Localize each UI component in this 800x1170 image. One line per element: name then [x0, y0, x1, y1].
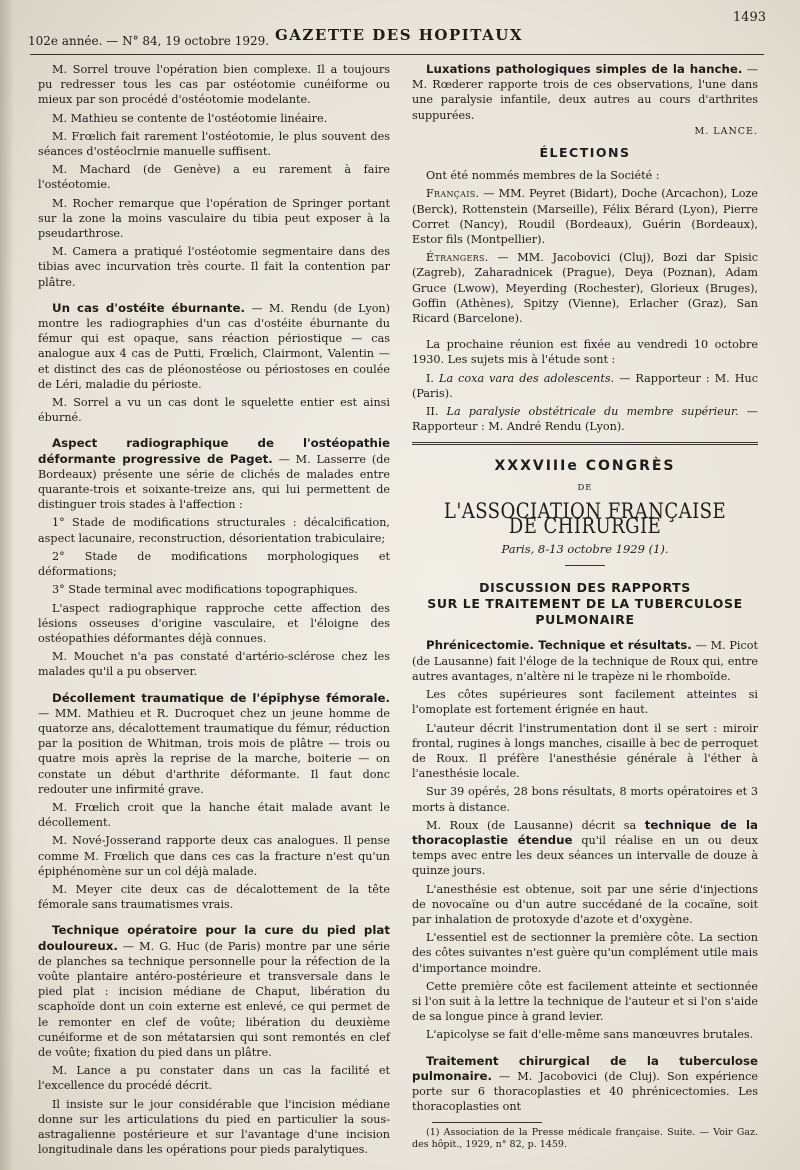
subject-title: La coxa vara des adolescents. [439, 371, 615, 385]
paragraph: Cette première côte est facilement atteinte et sectionnée si l'on suit à la lettre la technique de l'auteur et si l'on s'aide de sa longue pince à grand levier. [412, 979, 758, 1024]
numeral: I. [426, 371, 440, 385]
footnote: (1) Association de la Presse médicale française. Suite. — Voir Gaz. des hôpit., 1929, n° 82, p. 1459. [412, 1127, 758, 1151]
paragraph: L'apicolyse se fait d'elle-même sans manœuvres brutales. [426, 1028, 754, 1042]
section-paget [38, 436, 390, 512]
paragraph: M. Mathieu se contente de l'ostéotomie linéaire. [52, 111, 328, 125]
paragraph: M. Nové-Josserand rapporte deux cas analogues. Il pense comme M. Frœlich que dans ces cas la fracture n'est qu'un épiphénomène sur un col déjà malade. [38, 834, 390, 878]
congres-de: DE [577, 482, 593, 493]
section-heading: Un cas d'ostéite éburnante. [52, 300, 245, 315]
section-heading: Décollement traumatique de l'épiphyse fémorale. [52, 690, 390, 705]
paragraph: M. Rocher remarque que l'opération de Springer portant sur la zone la moins vasculaire du tibia peut exposer à la pseudarthrose. [38, 196, 390, 241]
paragraph: L'essentiel est de sectionner la première côte. La section des côtes suivantes n'est guère qu'un complément utile mais d'importance moindre. [412, 931, 758, 975]
inline-heading: technique de la thoracoplastie étendue [412, 817, 758, 847]
discussion-line: SUR LE TRAITEMENT DE LA TUBERCULOSE [427, 596, 743, 612]
section-traitement [412, 1054, 758, 1115]
left-column [38, 62, 390, 1160]
congres-heading: XXXVIIIe CONGRÈS [494, 458, 676, 475]
label: Français. [426, 187, 480, 201]
subject-2 [412, 404, 758, 434]
section-rule [412, 442, 758, 445]
paragraph: La prochaine réunion est fixée au vendredi 10 octobre 1930. Les sujets mis à l'étude sont : [412, 338, 758, 367]
paragraph: M. Mouchet n'a pas constaté d'artério-sclérose chez les malades qu'il a pu observer. [38, 650, 390, 679]
paragraph: M. Camera a pratiqué l'ostéotomie segmentaire dans des tibias avec incurvation très courte. Il fait la contention par plâtre. [38, 245, 390, 289]
paragraph-roux [412, 818, 758, 879]
journal-title: GAZETTE DES HOPITAUX [274, 26, 523, 44]
section-osteite [38, 301, 390, 392]
section-phrenicectomie [412, 638, 758, 684]
section-decollement [38, 691, 390, 797]
text: — MM. Jacobovici (Cluj), Bozi dar Spisic (Zagreb), Zaharadnicek (Prague), Deya (Poznan), Adam Gruce (Lwow), Meyerding (Rochester), Glorieux (Bruges), Goffin (Athènes), Spitzy (Vienne), Erlacher (Graz), San Ricard (Barcelone). [412, 251, 758, 326]
paragraph: M. Lance a pu constater dans un cas la facilité et l'excellence du procédé décrit. [38, 1064, 390, 1093]
rapporteur: — Rapporteur : M. André Rendu (Lyon). [412, 405, 758, 434]
congres-place-date: Paris, 8-13 octobre 1929 (1). [501, 542, 669, 557]
elections-heading: ÉLECTIONS [539, 145, 631, 161]
section-text: — MM. Mathieu et R. Ducroquet chez un jeune homme de quatorze ans, décalottement traumatique du fémur, réduction par la position de Whitman, trois mois de plâtre — trois ou quatre mois après la reprise de la marche, boiterie — on constate un début d'arthrite déformante. Il faut donc redouter une infirmité grave. [38, 706, 390, 796]
section-heading: Aspect radiographique de l'ostéopathie déformante progressive de Paget. [38, 436, 390, 466]
paragraph: M. Frœlich fait rarement l'ostéotomie, le plus souvent des séances d'ostéoclrnie manuelle suffisent. [38, 129, 390, 159]
paragraph: Sur 39 opérés, 28 bons résultats, 8 morts opératoires et 3 morts à distance. [412, 785, 758, 814]
text: qu'il réalise en un ou deux temps avec entre les deux séances un intervalle de douze à quinze jours. [412, 833, 758, 878]
signature: M. LANCE. [694, 125, 758, 137]
text: — MM. Peyret (Bidart), Doche (Arcachon), Loze (Berck), Rottenstein (Marseille), Félix Bérard (Lyon), Pierre Corret (Nancy), Roudil (Bordeaux), Guérin (Bordeaux), Estor fils (Montpellier). [412, 187, 758, 247]
section-text: — M. Picot (de Lausanne) fait l'éloge de la technique de Roux qui, entre autres avantages, n'altère ni le trapèze ni le rhomboïde. [412, 639, 758, 683]
section-heading: Phrénicectomie. Technique et résultats. [426, 638, 692, 653]
members-francais [412, 186, 758, 247]
paragraph: L'auteur décrit l'instrumentation dont il se sert : miroir frontal, rugines à longs manches, cisaille à bec de perroquet de Roux. Il préfère l'anesthésie générale à l'éther à l'anesthésie locale. [412, 721, 758, 781]
header-rule [30, 54, 764, 55]
text: M. Roux (de Lausanne) décrit sa [426, 818, 645, 832]
paragraph: L'anesthésie est obtenue, soit par une série d'injections de novocaïne ou d'un autre succédané de la cocaïne, soit par inhalation de protoxyde d'azote et d'oxygène. [412, 882, 758, 926]
section-text: — M. Jacobovici (de Cluj). Son expérience porte sur 6 thoracoplasties et 40 phrénicectomies. Les thoracoplasties ont [412, 1069, 758, 1114]
right-column [412, 62, 758, 1154]
discussion-line: PULMONAIRE [535, 612, 635, 628]
section-pied-plat [38, 923, 390, 1060]
paragraph: M. Sorrel trouve l'opération bien complexe. Il a toujours pu redresser tous les cas par ostéotomie cunéiforme ou mieux par son procédé d'ostéotomie modelante. [38, 63, 390, 107]
page-number: 1493 [732, 10, 766, 25]
binding-shadow [0, 0, 14, 1170]
paragraph: M. Meyer cite deux cas de décalottement de la tête fémorale sans traumatismes vrais. [38, 882, 390, 912]
paragraph: M. Machard (de Genève) a eu rarement à faire l'ostéotomie. [38, 163, 390, 192]
members-etrangers [412, 250, 758, 326]
rapporteur: — Rapporteur : M. Huc (Paris). [412, 371, 758, 400]
subject-title: La paralysie obstétricale du membre supérieur. [446, 405, 739, 419]
section-text: — M. G. Huc (de Paris) montre par une série de planches sa technique personnelle pour la réfection de la voûte plantaire antéro-postérieure et transversale dans le pied plat : incision médiane de Chaput, libération du scaphoïde dont un coin externe est enlevé, ce qui permet de le remonter en clef de voûte; libération du deuxième cunéiforme et de son métatarsien qui sont remontés en clef de voûte; fixation du pied dans un plâtre. [38, 939, 390, 1059]
footnote-rule [432, 1122, 542, 1123]
paragraph: M. Sorrel a vu un cas dont le squelette entier est ainsi éburné. [38, 396, 390, 425]
section-heading: Luxations pathologiques simples de la hanche. [426, 62, 743, 76]
section-luxations [412, 62, 758, 123]
paragraph: Les côtes supérieures sont facilement atteintes si l'omoplate est fortement érignée en haut. [412, 688, 758, 717]
paragraph: Ont été nommés membres de la Société : [426, 169, 660, 183]
section-heading: Technique opératoire pour la cure du pied plat douloureux. [38, 923, 390, 953]
discussion-line: DISCUSSION DES RAPPORTS [479, 580, 691, 596]
subject-1 [412, 371, 758, 401]
issue-line: 102e année. — N° 84, 19 octobre 1929. [28, 34, 270, 48]
label: Étrangers. [426, 251, 489, 265]
numeral: II. [426, 405, 447, 419]
association-title: L'ASSOCIATION FRANÇAISE DE CHIRURGIE [443, 498, 727, 539]
section-heading: Traitement chirurgical de la tuberculose pulmonaire. [412, 1053, 758, 1083]
section-text: — M. Lasserre (de Bordeaux) présente une série de clichés de malades entre quarante-trois et soixante-treize ans, qui lui permettent de distinguer trois stades à l'affection : [38, 452, 390, 512]
list-item: 3° Stade terminal avec modifications topographiques. [52, 583, 358, 597]
list-item: 2° Stade de modifications morphologiques et déformations; [38, 549, 390, 579]
short-rule [565, 565, 605, 566]
discussion-heading [412, 580, 758, 628]
page-header [28, 10, 770, 54]
list-item: 1° Stade de modifications structurales : décalcification, aspect lacunaire, reconstruction, désorientation trabiculaire; [38, 516, 390, 545]
section-text: — M. Rœderer rapporte trois de ces observations, l'une dans une paralysie infantile, deux autres au cours d'arthrites suppurées. [412, 63, 758, 122]
section-text: — M. Rendu (de Lyon) montre les radiographies d'un cas d'ostéite éburnante du fémur qui est opaque, sans réaction périostique — cas analogue aux 4 cas de Putti, Frœlich, Clairmont, Valentin — et distinct des cas de pléonostéose ou périostoses en coulée de Léri, maladie du périoste. [38, 301, 390, 391]
paragraph: L'aspect radiographique rapproche cette affection des lésions osseuses d'origine vasculaire, et l'éloigne des ostéopathies déformantes déjà connues. [38, 601, 390, 645]
paragraph: Il insiste sur le jour considérable que l'incision médiane donne sur les articulations du pied en particulier la sous-astragalienne postérieure et sur l'avantage d'une incision longitudinale dans les opérations pour pieds paralytiques. [38, 1097, 390, 1157]
paragraph: M. Frœlich croit que la hanche était malade avant le décollement. [38, 800, 390, 830]
